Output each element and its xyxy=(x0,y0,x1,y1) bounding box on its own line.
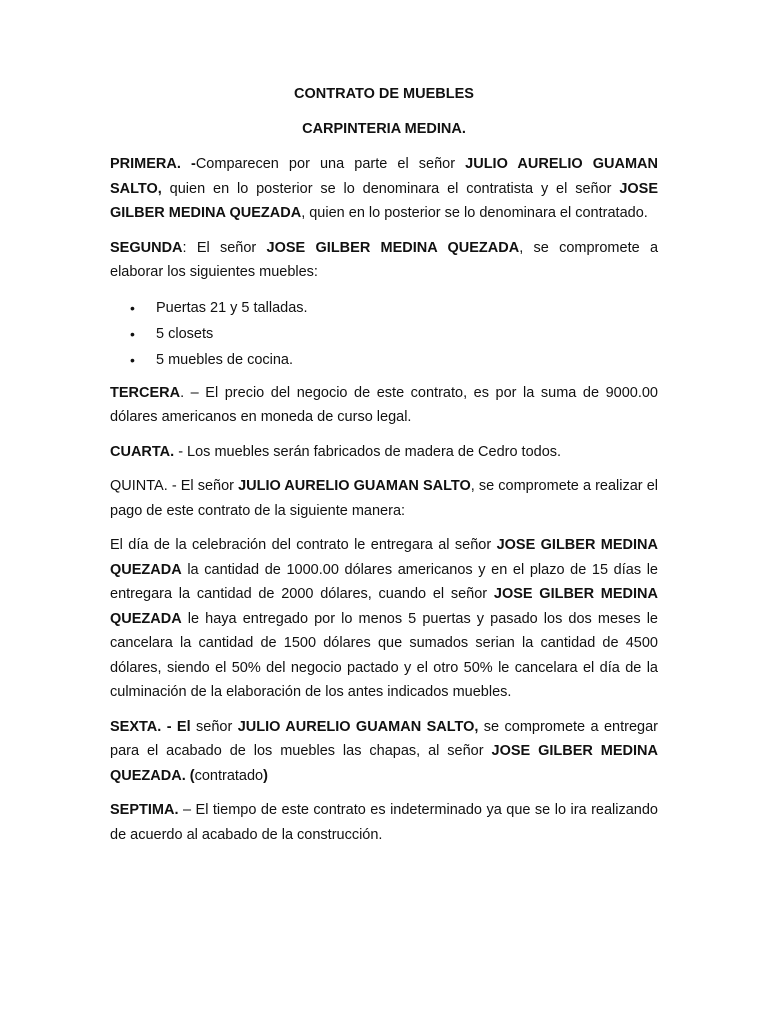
clause-text: , se compromete a realizar el pago de este contrato de la siguiente manera: xyxy=(110,478,658,519)
clause-text: , quien en lo posterior se lo denominara el contratado. xyxy=(301,205,648,221)
clause-heading: SEPTIMA. xyxy=(110,802,179,818)
document-title: CONTRATO DE MUEBLES xyxy=(294,86,474,102)
list-item: • 5 muebles de cocina. xyxy=(110,347,658,373)
clause-text: El día de la celebración del contrato le entregara al señor xyxy=(110,537,497,553)
party-name: JOSE GILBER MEDINA QUEZADA xyxy=(110,537,658,578)
clause-heading: SEGUNDA xyxy=(110,239,183,256)
closing-paren: ) xyxy=(263,767,268,784)
clause-text: – El tiempo de este contrato es indeterminado ya que se lo ira realizando de acuerdo al acabado de la construcción. xyxy=(110,802,658,843)
clause-text: QUINTA. - El señor xyxy=(110,478,239,494)
clause-text: señor xyxy=(190,718,238,735)
list-item: • Puertas 21 y 5 talladas. xyxy=(110,295,658,321)
clause-septima xyxy=(110,798,658,847)
clause-text: - Los muebles serán fabricados de madera de Cedro todos. xyxy=(174,443,562,460)
clause-segunda xyxy=(110,236,658,285)
clause-text: , se compromete a elaborar los siguientes muebles: xyxy=(110,239,659,280)
clause-cuarta xyxy=(110,440,658,465)
clause-heading: CUARTA. xyxy=(110,443,175,460)
clause-text: contratado xyxy=(194,767,264,784)
party-name: JULIO AURELIO GUAMAN SALTO, xyxy=(110,156,658,197)
clause-text: quien en lo posterior se lo denominara el contratista y el señor xyxy=(161,180,620,197)
clause-quinta xyxy=(110,474,658,523)
party-name: JOSE GILBER MEDINA QUEZADA xyxy=(110,180,658,221)
furniture-list xyxy=(110,295,658,373)
clause-heading: TERCERA xyxy=(110,384,181,401)
party-name: JULIO AURELIO GUAMAN SALTO xyxy=(238,478,471,494)
clause-text: . – El precio del negocio de este contrato, es por la suma de 9000.00 dólares americanos en moneda de curso legal. xyxy=(110,384,658,425)
clause-heading: SEXTA. - El xyxy=(110,718,191,735)
party-name: JOSE GILBER MEDINA QUEZADA. ( xyxy=(110,743,658,784)
clause-tercera xyxy=(110,381,658,430)
clause-text: se compromete a entregar para el acabado de los muebles las chapas, al señor xyxy=(110,718,658,759)
list-item: • 5 closets xyxy=(110,321,658,347)
clause-heading: PRIMERA. - xyxy=(110,156,196,172)
clause-text: Comparecen por una parte el señor xyxy=(195,156,466,172)
clause-text: : El señor xyxy=(182,239,267,256)
clause-sexta xyxy=(110,715,658,789)
clause-text: le haya entregado por lo menos 5 puertas y pasado los dos meses le cancelara la cantidad de 1500 dólares que sumados serian la cantidad de 4500 dólares, siendo el 50% del negocio pactado y el otro 50% le cancelara el día de la culminación de la elaboración de los antes indicados muebles. xyxy=(110,610,658,700)
document-subtitle: CARPINTERIA MEDINA. xyxy=(302,121,466,137)
clause-primera xyxy=(110,152,658,226)
party-name: JOSE GILBER MEDINA QUEZADA xyxy=(266,239,520,256)
payment-terms xyxy=(110,533,658,705)
clause-text: la cantidad de 1000.00 dólares americanos y en el plazo de 15 días le entregara la cantidad de 2000 dólares, cuando el señor xyxy=(110,561,658,602)
party-name: JULIO AURELIO GUAMAN SALTO, xyxy=(237,718,479,735)
contract-page xyxy=(110,82,658,857)
party-name: JOSE GILBER MEDINA QUEZADA xyxy=(110,586,658,627)
